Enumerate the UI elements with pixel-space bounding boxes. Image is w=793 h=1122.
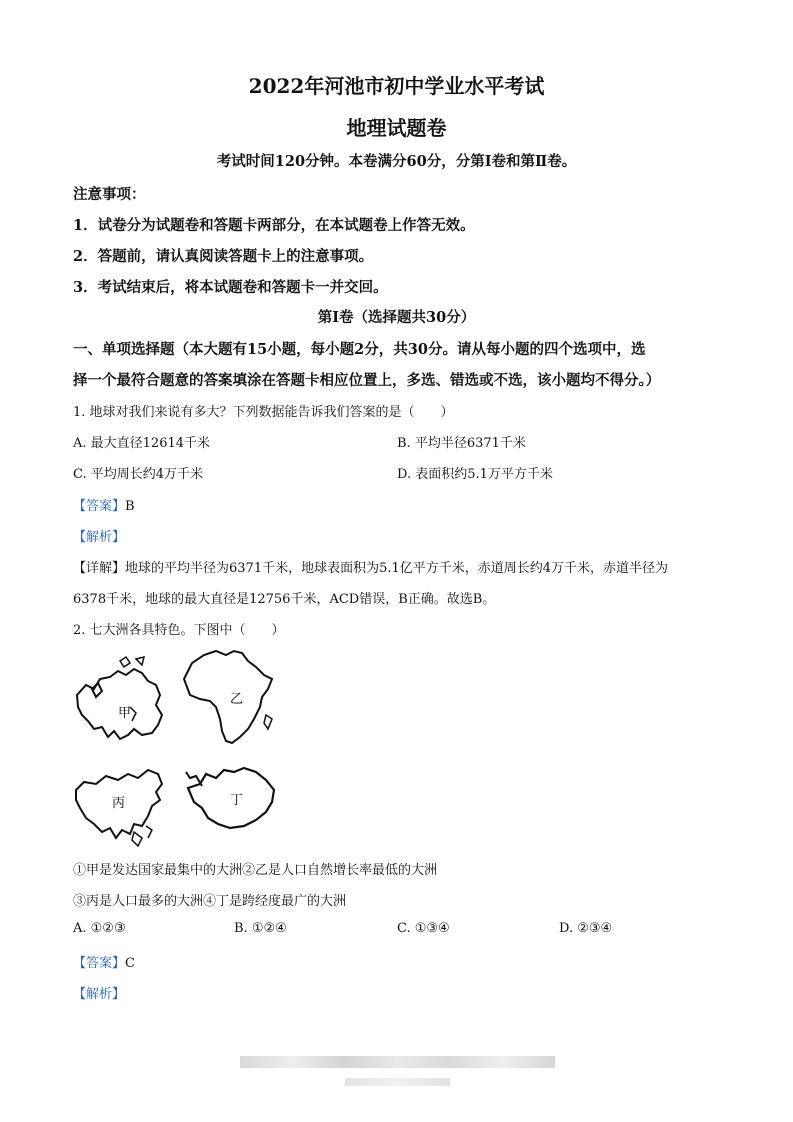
section-title: 第Ⅰ卷（选择题共30分） [317,309,476,326]
asia-map [72,760,167,850]
q2-answer [73,952,135,971]
exam-title: 2022年河池市初中学业水平考试 [248,74,545,98]
q2-statement: ①甲是发达国家最集中的大洲②乙是人口自然增长率最低的大洲 [73,863,438,878]
answer-tag: 【答案】 [73,956,126,971]
antarctica-map [180,762,280,834]
europe-map [72,655,167,743]
q2-option-c: C. ①③④ [397,921,450,936]
map-label-ding: 丁 [230,793,244,808]
q1-answer [73,495,135,514]
blurred-footer [345,1078,450,1086]
q1-option-c: C. 平均周长约4万千米 [73,467,204,482]
blurred-footer [240,1056,555,1068]
q1-detail: 6378千米，地球的最大直径是12756千米，ACD错误，B正确。故选B。 [73,592,496,607]
answer-value: C [125,956,135,971]
note-item: 3．考试结束后，将本试题卷和答题卡一并交回。 [73,279,388,296]
q2-option-b: B. ①②④ [234,921,287,936]
africa-map [178,645,280,750]
exam-info: 考试时间120分钟。本卷满分60分，分第Ⅰ卷和第Ⅱ卷。 [216,153,577,170]
section-instruction: 一、单项选择题（本大题有15小题，每小题2分，共30分。请从每小题的四个选项中，选 [73,341,646,358]
q2-statement: ③丙是人口最多的大洲④丁是跨经度最广的大洲 [73,894,347,909]
question-1-stem: 1. 地球对我们来说有多大？下列数据能告诉我们答案的是（ ） [73,405,454,420]
q2-option-a: A. ①②③ [73,921,126,936]
q2-analysis-tag: 【解析】 [73,987,126,1002]
map-label-yi: 乙 [230,692,244,707]
q2-option-d: D. ②③④ [559,921,613,936]
notes-heading: 注意事项： [73,186,146,203]
q1-option-d: D. 表面积约5.1万平方千米 [397,467,553,482]
map-label-jia: 甲 [118,706,132,721]
q1-option-a: A. 最大直径12614千米 [73,436,211,451]
map-label-bing: 丙 [112,796,126,811]
q1-detail: 【详解】地球的平均半径为6371千米，地球表面积为5.1亿平方千米，赤道周长约4万千米，赤道半径为 [73,561,669,576]
paper-subtitle: 地理试题卷 [346,116,447,140]
answer-value: B [125,499,135,514]
answer-tag: 【答案】 [73,499,126,514]
note-item: 2．答题前，请认真阅读答题卡上的注意事项。 [73,248,374,265]
question-2-stem: 2. 七大洲各具特色。下图中（ ） [73,623,285,638]
q1-analysis-tag: 【解析】 [73,530,126,545]
q1-option-b: B. 平均半径6371千米 [397,436,526,451]
section-instruction: 择一个最符合题意的答案填涂在答题卡相应位置上，多选、错选或不选，该小题均不得分。） [73,372,661,389]
note-item: 1．试卷分为试题卷和答题卡两部分，在本试题卷上作答无效。 [73,217,475,234]
